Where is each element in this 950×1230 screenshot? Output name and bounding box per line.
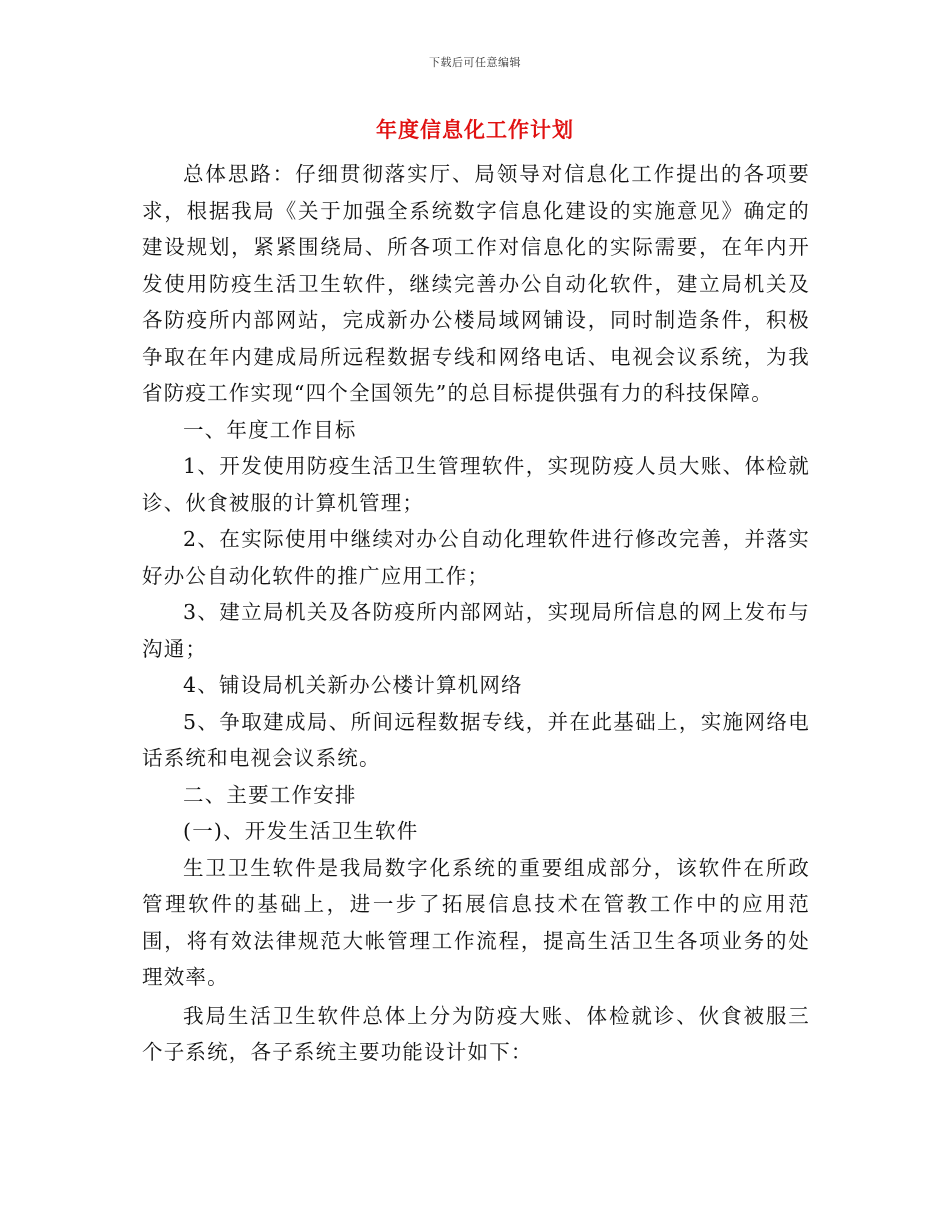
- goal-item-1: 1、开发使用防疫生活卫生管理软件，实现防疫人员大账、体检就诊、伙食被服的计算机管理；: [142, 454, 810, 515]
- document-title: 年度信息化工作计划: [376, 118, 574, 142]
- goal-item-5: 5、争取建成局、所间远程数据专线，并在此基础上，实施网络电话系统和电视会议系统。: [142, 709, 810, 770]
- paragraph-software-description: 生卫卫生软件是我局数字化系统的重要组成部分，该软件在所政管理软件的基础上，进一步了拓展信息技术在管教工作中的应用范围，将有效法律规范大帐管理工作流程，提高生活卫生各项业务的处理效率。: [142, 855, 810, 989]
- section-heading-main-tasks: 二、主要工作安排: [183, 782, 357, 807]
- subsection-heading-software: (一)、开发生活卫生软件: [183, 819, 419, 843]
- page-header-note: 下载后可任意编辑: [429, 56, 521, 69]
- goal-item-3: 3、建立局机关及各防疫所内部网站，实现局所信息的网上发布与沟通；: [142, 600, 810, 661]
- paragraph-overview: 总体思路：仔细贯彻落实厅、局领导对信息化工作提出的各项要求，根据我局《关于加强全系统数字信息化建设的实施意见》确定的建设规划，紧紧围绕局、所各项工作对信息化的实际需要，在年内开发使用防疫生活卫生软件，继续完善办公自动化软件，建立局机关及各防疫所内部网站，完成新办公楼局域网铺设，同时制造条件，积极争取在年内建成局所远程数据专线和网络电话、电视会议系统，为我省防疫工作实现“四个全国领先”的总目标提供强有力的科技保障。: [142, 162, 810, 405]
- paragraph-subsystems: 我局生活卫生软件总体上分为防疫大账、体检就诊、伙食被服三个子系统，各子系统主要功能设计如下：: [142, 1003, 810, 1064]
- goal-item-4: 4、铺设局机关新办公楼计算机网络: [183, 673, 523, 697]
- document-body: [142, 156, 810, 1071]
- goal-item-2: 2、在实际使用中继续对办公自动化理软件进行修改完善，并落实好办公自动化软件的推广应用工作；: [142, 527, 810, 588]
- section-heading-annual-goals: 一、年度工作目标: [183, 417, 357, 442]
